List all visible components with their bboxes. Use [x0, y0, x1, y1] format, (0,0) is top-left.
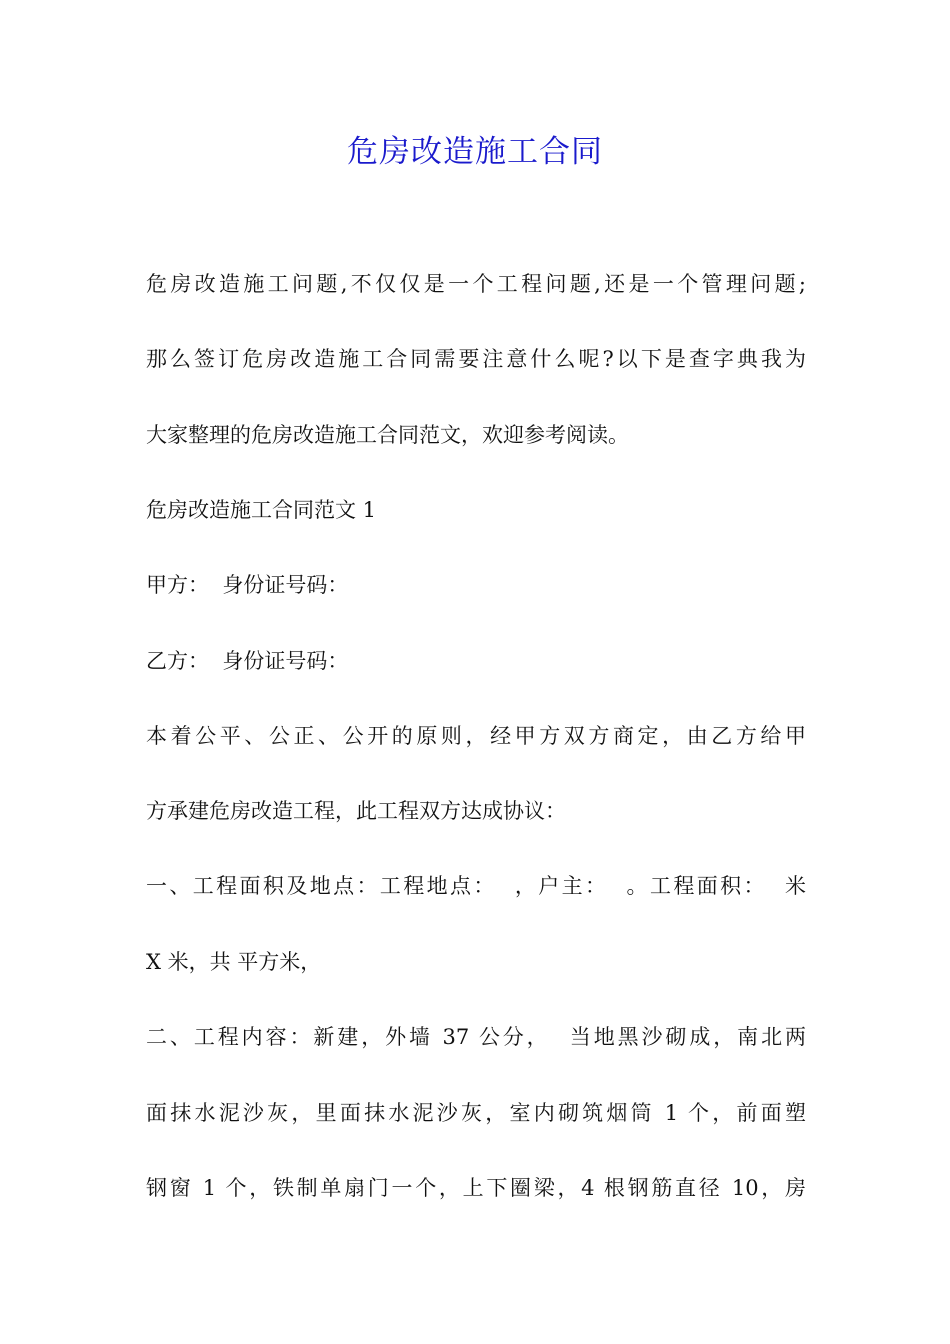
paragraph-line: 那么签订危房改造施工合同需要注意什么呢?以下是查字典我为	[146, 347, 806, 371]
clause-2-line: 钢窗 1 个，铁制单扇门一个，上下圈梁，4 根钢筋直径 10，房	[146, 1176, 806, 1200]
paragraph-line: 本着公平、公正、公开的原则，经甲方双方商定，由乙方给甲	[146, 724, 806, 748]
paragraph-line: 大家整理的危房改造施工合同范文，欢迎参考阅读。	[146, 423, 629, 447]
party-a-line: 甲方： 身份证号码：	[146, 573, 349, 597]
clause-2-line: 二、工程内容：新建，外墙 37 公分， 当地黑沙砌成，南北两	[146, 1025, 806, 1049]
clause-2-line: 面抹水泥沙灰，里面抹水泥沙灰，室内砌筑烟筒 1 个，前面塑	[146, 1101, 806, 1125]
paragraph-line: 危房改造施工问题,不仅仅是一个工程问题,还是一个管理问题;	[146, 272, 806, 296]
clause-1-line: X 米，共 平方米，	[146, 950, 322, 974]
party-b-line: 乙方： 身份证号码：	[146, 649, 349, 673]
paragraph-line: 方承建危房改造工程，此工程双方达成协议：	[146, 799, 566, 823]
section-heading: 危房改造施工合同范文 1	[146, 498, 377, 522]
document-title: 危房改造施工合同	[347, 134, 603, 170]
clause-1-line: 一、工程面积及地点：工程地点： ，户主： 。工程面积： 米	[146, 874, 806, 898]
